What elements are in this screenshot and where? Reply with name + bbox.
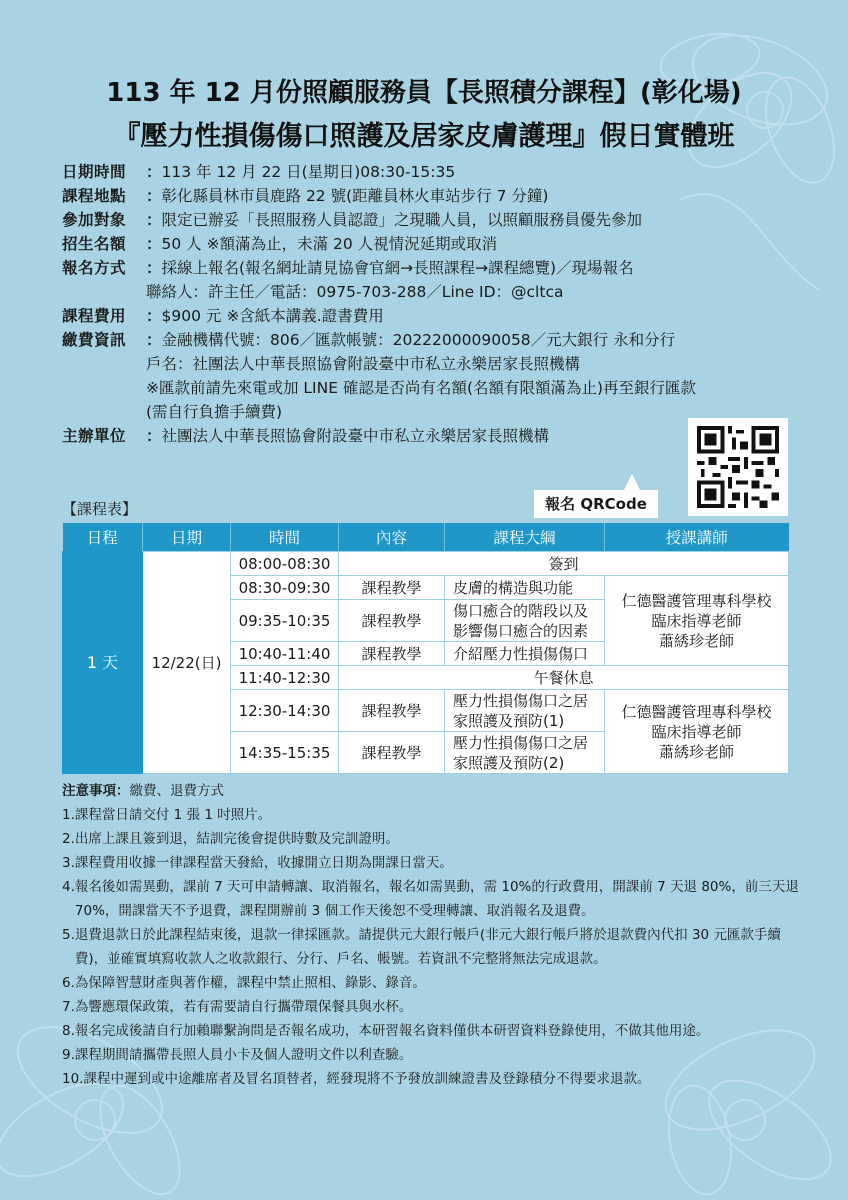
outline-cell: 皮膚的構造與功能 [445,576,605,600]
time-cell: 12:30-14:30 [231,690,339,732]
lecturer-line: 仁德醫護管理專科學校 [621,702,772,721]
info-value: 採線上報名(報名網址請見協會官網→長照課程→課程總覽)／現場報名 [161,259,634,277]
time-cell: 08:30-09:30 [231,576,339,600]
info-value: $900 元 ※含紙本講義.證書費用 [161,307,384,325]
table-header-row [63,523,789,552]
lecturer-line: 臨床指導老師 [651,611,742,630]
header-cell: 時間 [231,523,339,552]
time-cell: 10:40-11:40 [231,642,339,666]
note-text: 出席上課且簽到退，結訓完後會提供時數及完訓證明。 [74,831,399,847]
note-text: 課程中遲到或中途離席者及冒名頂替者，經發現將不予發放訓練證書及登錄積分不得要求退款。 [83,1071,651,1087]
info-label: 報名方式 [62,259,127,277]
note-number: 9. [62,1047,75,1063]
info-value: 113 年 12 月 22 日(星期日)08:30-15:35 [161,163,456,181]
info-fee: 課程費用 ： $900 元 ※含紙本講義.證書費用 [62,304,696,328]
time-cell: 11:40-12:30 [231,666,339,690]
info-value: 50 人 ※額滿為止，未滿 20 人視情況延期或取消 [161,235,498,253]
info-label: 日期時間 [62,163,127,181]
content-cell: 課程教學 [339,690,445,732]
merged-cell: 午餐休息 [339,666,789,690]
header-cell: 課程大綱 [445,523,605,552]
note-number: 7. [62,999,75,1015]
lecturer-cell [605,576,789,666]
info-location: 課程地點 ： 彰化縣員林市員鹿路 22 號(距離員林火車站步行 7 分鐘) [62,184,696,208]
date-cell: 12/22(日) [143,552,231,774]
note-number: 10. [62,1071,84,1087]
list-item [62,1019,802,1043]
qrcode-label-pointer [624,474,640,490]
list-item [62,827,802,851]
outline-cell: 傷口癒合的階段以及影響傷口癒合的因素 [445,600,605,642]
header-cell: 日期 [143,523,231,552]
info-account-name: 戶名：社團法人中華長照協會附設臺中市私立永樂居家長照機構 [146,355,581,373]
lecturer-line: 蕭綉珍老師 [658,631,734,650]
notes-section [62,779,802,1091]
note-number: 2. [62,831,75,847]
note-number: 5. [62,927,75,943]
info-audience: 參加對象 ： 限定已辦妥「長照服務人員認證」之現職人員，以照顧服務員優先參加 [62,208,696,232]
note-number: 8. [62,1023,75,1039]
content-cell: 課程教學 [339,642,445,666]
notes-title [62,779,802,803]
list-item [62,1067,802,1091]
qrcode-label: 報名 QRCode [534,490,658,518]
info-payment-note: ※匯款前請先來電或加 LINE 確認是否尚有名額(名額有限額滿為止)再至銀行匯款 [146,379,697,397]
info-label: 繳費資訊 [62,331,127,349]
time-cell: 08:00-08:30 [231,552,339,576]
course-info [62,160,696,448]
schedule-label: 【課程表】 [62,500,138,518]
lecturer-line: 仁德醫護管理專科學校 [621,591,772,610]
note-text: 課程費用收據一律課程當天發給，收據開立日期為開課日當天。 [74,855,453,871]
outline-cell: 壓力性損傷傷口之居家照護及預防(2) [445,732,605,774]
page-title-line1: 113 年 12 月份照顧服務員【長照積分課程】(彰化場) [106,78,742,108]
notes-title-bold: 注意事項： [62,783,130,799]
day-cell: 1 天 [63,552,143,774]
note-number: 4. [62,879,75,895]
info-payment-fee-note: (需自行負擔手續費) [146,403,283,421]
info-value: 限定已辦妥「長照服務人員認證」之現職人員，以照顧服務員優先參加 [161,211,643,229]
merged-cell: 簽到 [339,552,789,576]
lecturer-cell [605,690,789,774]
info-label: 主辦單位 [62,427,127,445]
note-text: 報名完成後請自行加賴聯繫詢問是否報名成功，本研習報名資料僅供本研習資料登錄使用，不做其他用途。 [74,1023,710,1039]
time-cell: 09:35-10:35 [231,600,339,642]
note-number: 3. [62,855,75,871]
note-text: 報名後如需異動，課前 7 天可申請轉讓、取消報名，報名如需異動，需 10%的行政費用，開課前 7 天退 80%，前三天退 70%，開課當天不予退費，課程開辦前 3 個工作天後恕不受理轉讓、取消報名及退費。 [74,879,799,919]
content-cell: 課程教學 [339,600,445,642]
list-item [62,851,802,875]
lecturer-line: 蕭綉珍老師 [658,742,734,761]
page-title-line2: 『壓力性損傷傷口照護及居家皮膚護理』假日實體班 [113,121,735,152]
info-label: 課程地點 [62,187,127,205]
info-value: 彰化縣員林市員鹿路 22 號(距離員林火車站步行 7 分鐘) [161,187,549,205]
table-row [63,552,789,576]
header-cell: 授課講師 [605,523,789,552]
info-organizer: 主辦單位 ： 社團法人中華長照協會附設臺中市私立永樂居家長照機構 [62,424,696,448]
list-item [62,803,802,827]
list-item [62,923,802,971]
notes-title-rest: 繳費、退費方式 [129,783,224,799]
outline-cell: 介紹壓力性損傷傷口 [445,642,605,666]
info-date: 日期時間 ： 113 年 12 月 22 日(星期日)08:30-15:35 [62,160,696,184]
note-number: 6. [62,975,75,991]
lecturer-line: 臨床指導老師 [651,722,742,741]
info-value: 社團法人中華長照協會附設臺中市私立永樂居家長照機構 [161,427,550,445]
info-quota: 招生名額 ： 50 人 ※額滿為止，未滿 20 人視情況延期或取消 [62,232,696,256]
outline-cell: 壓力性損傷傷口之居家照護及預防(1) [445,690,605,732]
time-cell: 14:35-15:35 [231,732,339,774]
note-text: 退費退款日於此課程結束後，退款一律採匯款。請提供元大銀行帳戶(非元大銀行帳戶將於退款費內代扣 30 元匯款手續費)，並確實填寫收款人之收款銀行、分行、戶名、帳號。若資訊不完整將無法完成退款。 [74,927,781,967]
info-label: 招生名額 [62,235,127,253]
header-cell: 內容 [339,523,445,552]
qrcode-icon[interactable] [688,418,788,516]
header-cell: 日程 [63,523,143,552]
list-item [62,995,802,1019]
info-label: 參加對象 [62,211,127,229]
note-text: 課程當日請交付 1 張 1 吋照片。 [74,807,272,823]
info-payment: 繳費資訊 ： 金融機構代號：806／匯款帳號：20222000090058／元大銀行 永和分行 [62,328,696,352]
info-registration: 報名方式 ： 採線上報名(報名網址請見協會官網→長照課程→課程總覽)／現場報名 [62,256,696,280]
content-cell: 課程教學 [339,732,445,774]
note-text: 課程期間請攜帶長照人員小卡及個人證明文件以利查驗。 [74,1047,413,1063]
note-text: 為保障智慧財產與著作權，課程中禁止照相、錄影、錄音。 [74,975,426,991]
info-value: 金融機構代號：806／匯款帳號：20222000090058／元大銀行 永和分行 [161,331,676,349]
content-cell: 課程教學 [339,576,445,600]
schedule-table [62,523,789,774]
info-contact: 聯絡人：許主任／電話：0975-703-288／Line ID：@cltca [146,283,564,301]
list-item [62,1043,802,1067]
note-text: 為響應環保政策，若有需要請自行攜帶環保餐具與水杯。 [74,999,413,1015]
list-item [62,875,802,923]
list-item [62,971,802,995]
note-number: 1. [62,807,75,823]
info-label: 課程費用 [62,307,127,325]
